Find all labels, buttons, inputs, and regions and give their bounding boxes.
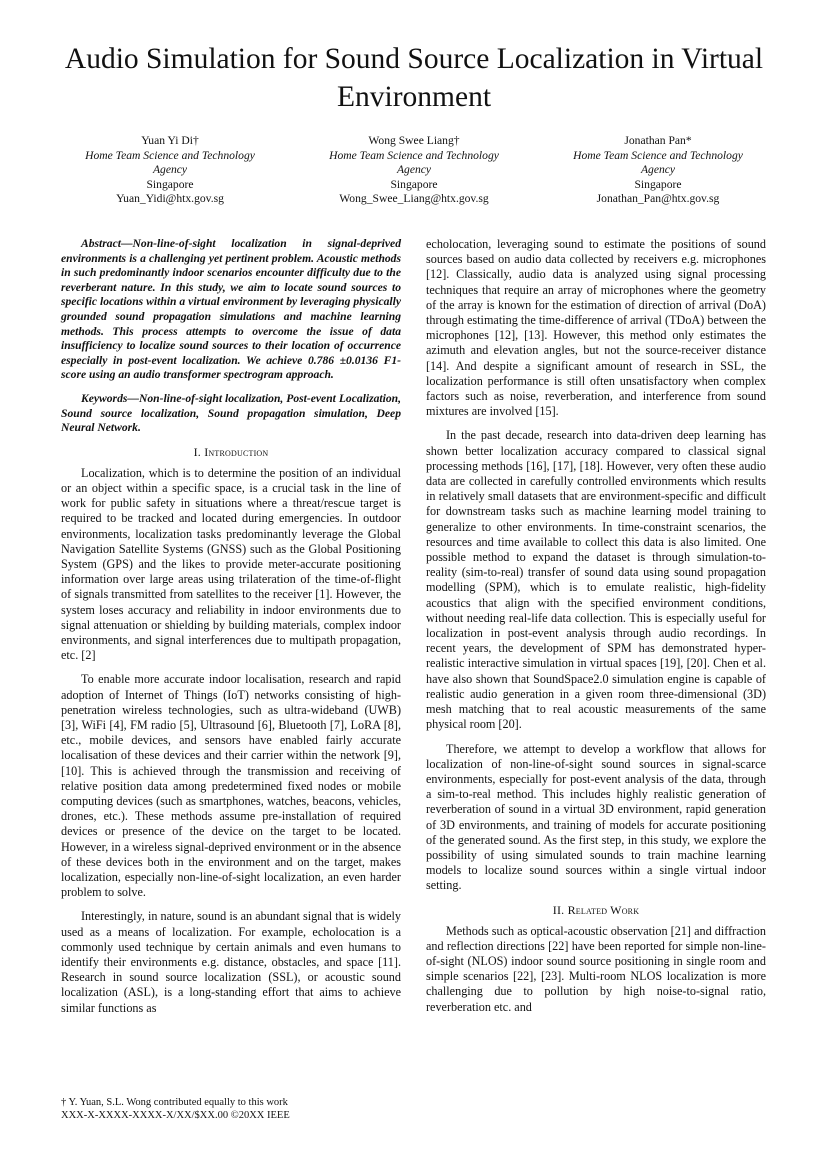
footnote-contribution: † Y. Yuan, S.L. Wong contributed equally to this work: [61, 1097, 288, 1108]
section-title: Introduction: [204, 444, 269, 459]
section-heading-related-work: [426, 903, 766, 918]
keywords-text: Non-line-of-sight localization, Post-event Localization, Sound source localization, Sound propagation simulation, Deep Neural Network.: [61, 391, 401, 435]
author-2: [304, 134, 524, 207]
author-affiliation: Home Team Science and Technology: [573, 148, 743, 162]
abstract-text: Non-line-of-sight localization in signal-deprived environments is a challenging yet pertinent problem. Acoustic methods in such predominantly indoor scenarios encounter difficulty due to the reverberant nature. In this study, we aim to locate sound sources to specific locations within a virtual environment by leveraging physically grounded sound propagation simulations and machine learning methods. This process attempts to overcome the issue of data insufficiency to localize sound sources to their location of occurrence especially in post-event localization. We achieve 0.786 ±0.0136 F1-score using an audio transformer spectrogram approach.: [61, 237, 401, 382]
keywords-lead: Keywords—: [81, 391, 139, 405]
author-affiliation: Home Team Science and Technology: [329, 148, 499, 162]
author-name: Wong Swee Liang†: [368, 134, 460, 147]
author-email: Wong_Swee_Liang@htx.gov.sg: [339, 192, 489, 206]
paragraph: Localization, which is to determine the position of an individual or an object within a specific space, is a crucial task in the line of work for public safety in situations where a threat/rescue target is required to be tracked and located during emergencies. In outdoor environments, localization tasks predominantly leverage the Global Navigation Satellite Systems (GNSS) such as the Global Positioning System (GPS) and the likes to provide meter-accurate positioning information over large areas using trilateration of the time-of-flight of signals transmitted from satellites to the receiver [1]. However, the system loses accuracy and reliability in indoor environments due to signal attenuation or shielding by building materials, complex indoor environments, and signal interferences due to multipath propagation, etc. [2]: [61, 465, 401, 663]
paragraph: In the past decade, research into data-driven deep learning has shown better localization accuracy compared to classical signal processing methods [16], [17], [18]. However, very often these audio data are collected in carefully controlled environments which results in relatively small datasets that are environment-specific and difficult for downstream tasks such as machine learning model training to generalize to other environments. In time-constraint scenarios, the resources and time available to collect this data is also limited. One possible method to expand the dataset is through simulation-to-reality (sim-to-real) transfer of sound data using sound propagation modelling (SPM), which is to emulate realistic, high-fidelity acoustics that align with the specified environment conditions, without needing real-life data collection. This is especially useful for localization in post-event analysis through audio recordings. In recent years, the development of SPM has demonstrated hyper-realistic interactive simulation in virtual spaces [19], [20]. Chen et al. have also shown that SoundSpace2.0 simulation engine is capable of realistic audio generation in a given room three-dimensional (3D) mesh matching that to real acoustic measurements of the same physical room [20].: [426, 428, 766, 732]
section-heading-introduction: [61, 445, 401, 460]
left-column: [61, 237, 401, 1025]
paragraph: To enable more accurate indoor localisation, research and rapid adoption of Internet of Things (IoT) networks consisting of high-penetration wireless technologies, such as ultra-wideband (UWB) [3], WiFi [4], FM radio [5], Ultrasound [6], Bluetooth [7], LoRA [8], etc., mobile devices, and sensors have enabled fairly accurate localisation of these devices and their carrier within the network [9], [10]. This is achieved through the transmission and receiving of relative position data among predetermined fixed nodes or mobile computing devices (such as smartphones, watches, beacons, vehicles, drones, etc.). These methods assume pre-installation of required devices or presence of the device on the target to be located. However, in a wireless signal-deprived environment or in the absence of these devices both in the environment and on the target, makes localization, especially non-line-of-sight localization, an even harder problem to solve.: [61, 672, 401, 900]
footnote-copyright: XXX-X-XXXX-XXXX-X/XX/$XX.00 ©20XX IEEE: [61, 1110, 290, 1121]
author-name: Jonathan Pan*: [624, 134, 692, 147]
author-country: Singapore: [146, 177, 194, 191]
author-country: Singapore: [390, 177, 438, 191]
author-affiliation-cont: Agency: [152, 163, 188, 177]
abstract-lead: Abstract—: [81, 237, 133, 250]
author-affiliation: Home Team Science and Technology: [85, 148, 255, 162]
section-number: I.: [193, 444, 202, 459]
author-country: Singapore: [634, 177, 682, 191]
footnote: [61, 1096, 401, 1122]
paragraph: Therefore, we attempt to develop a workflow that allows for localization of non-line-of-sight sound sources in signal-scarce environments, especially for post-event analysis of the data, through a sim-to-real method. This includes highly realistic generation of reverberation of sound in a virtual 3D environment, rapid generation of 3D environments, and training of models for accurate positioning of the generated sound. As the first step, in this study, we explore the possibility of using simulated sounds to train machine learning models to localize sound sources within a single virtual indoor setting.: [426, 741, 766, 893]
author-affiliation-cont: Agency: [396, 163, 432, 177]
author-affiliation-cont: Agency: [640, 163, 676, 177]
paragraph: Interestingly, in nature, sound is an abundant signal that is widely used as a means of localization. For example, echolocation is a commonly used technique by certain animals and even humans to identify their environments e.g. distance, obstacles, and space [11]. Research in sound source localization (SSL), or acoustic sound localization (ASL), is a long-standing effort that aims to achieve similar functions as: [61, 909, 401, 1015]
author-name: Yuan Yi Di†: [141, 134, 199, 147]
author-3: [548, 134, 768, 207]
right-column: [426, 237, 766, 1024]
author-email: Yuan_Yidi@htx.gov.sg: [116, 192, 224, 206]
section-number: II.: [552, 902, 565, 917]
paragraph: echolocation, leveraging sound to estimate the positions of sound sources based on audio data collected by receivers e.g. microphones [12]. Classically, audio data is analyzed using signal processing techniques that require an array of microphones where the geometry of the array is known for the estimation of direction of arrival (DoA) through estimating the time-difference of arrival (TDoA) between the microphones [12], [13]. However, this method only estimates the azimuth and elevation angles, but not the source-receiver distance [14]. And despite a significant amount of research in SSL, the localization performance is still often unsatisfactory when complex factors such as noise, reverberation, and interference from sound mixtures are involved [15].: [426, 237, 766, 419]
section-title: Related Work: [567, 902, 640, 917]
abstract: [61, 237, 401, 383]
keywords: [61, 392, 401, 436]
author-1: [60, 134, 280, 207]
paragraph: Methods such as optical-acoustic observation [21] and diffraction and reflection directions [22] have been reported for simple non-line-of-sight (NLOS) indoor sound source positioning in single room and simple scenarios [22], [23]. Multi-room NLOS localization is more challenging due to pollution by high noise-to-signal ratio, reverberation etc. and: [426, 923, 766, 1014]
author-block: [60, 134, 768, 207]
author-email: Jonathan_Pan@htx.gov.sg: [596, 192, 720, 206]
paper-title: Audio Simulation for Sound Source Localization in Virtual Environment: [64, 43, 764, 113]
